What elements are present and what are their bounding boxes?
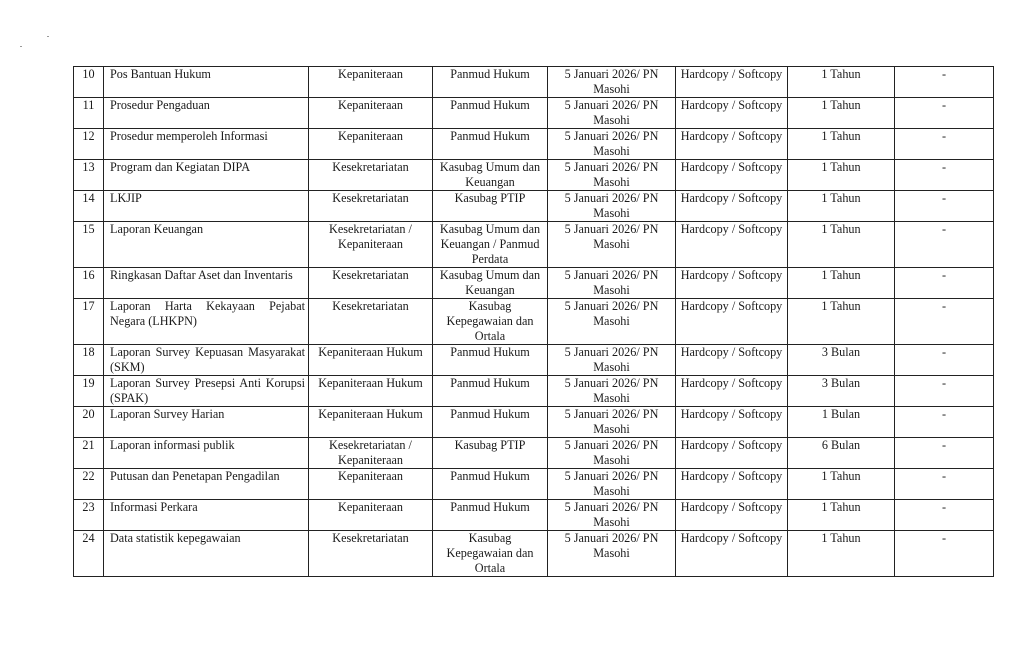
remarks: - bbox=[895, 407, 994, 438]
information-name: Laporan Harta Kekayaan Pejabat Negara (LHKPN) bbox=[104, 299, 309, 345]
remarks: - bbox=[895, 500, 994, 531]
table-row bbox=[74, 407, 994, 438]
remarks: - bbox=[895, 299, 994, 345]
information-format: Hardcopy / Softcopy bbox=[676, 531, 788, 577]
row-number: 10 bbox=[74, 67, 104, 98]
person-in-charge: Kasubag PTIP bbox=[433, 191, 548, 222]
information-name: Ringkasan Daftar Aset dan Inventaris bbox=[104, 268, 309, 299]
remarks: - bbox=[895, 67, 994, 98]
responsible-unit: Kesekretariatan bbox=[309, 299, 433, 345]
person-in-charge: Kasubag Umum dan Keuangan / Panmud Perdata bbox=[433, 222, 548, 268]
responsible-unit: Kepaniteraan Hukum bbox=[309, 345, 433, 376]
table-row bbox=[74, 345, 994, 376]
date-and-place: 5 Januari 2026/ PN Masohi bbox=[548, 376, 676, 407]
information-name: Pos Bantuan Hukum bbox=[104, 67, 309, 98]
remarks: - bbox=[895, 129, 994, 160]
person-in-charge: Kasubag Kepegawaian dan Ortala bbox=[433, 299, 548, 345]
person-in-charge: Panmud Hukum bbox=[433, 129, 548, 160]
person-in-charge: Panmud Hukum bbox=[433, 500, 548, 531]
information-list-table bbox=[73, 66, 994, 577]
remarks: - bbox=[895, 268, 994, 299]
date-and-place: 5 Januari 2026/ PN Masohi bbox=[548, 191, 676, 222]
remarks: - bbox=[895, 531, 994, 577]
table-row bbox=[74, 67, 994, 98]
date-and-place: 5 Januari 2026/ PN Masohi bbox=[548, 407, 676, 438]
information-format: Hardcopy / Softcopy bbox=[676, 376, 788, 407]
person-in-charge: Panmud Hukum bbox=[433, 67, 548, 98]
date-and-place: 5 Januari 2026/ PN Masohi bbox=[548, 222, 676, 268]
responsible-unit: Kesekretariatan bbox=[309, 191, 433, 222]
row-number: 22 bbox=[74, 469, 104, 500]
remarks: - bbox=[895, 376, 994, 407]
table-row bbox=[74, 268, 994, 299]
table-row bbox=[74, 469, 994, 500]
person-in-charge: Kasubag Umum dan Keuangan bbox=[433, 268, 548, 299]
remarks: - bbox=[895, 191, 994, 222]
table-row bbox=[74, 531, 994, 577]
date-and-place: 5 Januari 2026/ PN Masohi bbox=[548, 438, 676, 469]
responsible-unit: Kesekretariatan / Kepaniteraan bbox=[309, 222, 433, 268]
information-name: Informasi Perkara bbox=[104, 500, 309, 531]
row-number: 18 bbox=[74, 345, 104, 376]
table-row bbox=[74, 129, 994, 160]
information-name: Putusan dan Penetapan Pengadilan bbox=[104, 469, 309, 500]
information-name: Laporan Survey Harian bbox=[104, 407, 309, 438]
retention-period: 1 Tahun bbox=[788, 67, 895, 98]
responsible-unit: Kepaniteraan Hukum bbox=[309, 376, 433, 407]
retention-period: 3 Bulan bbox=[788, 345, 895, 376]
information-name: Data statistik kepegawaian bbox=[104, 531, 309, 577]
remarks: - bbox=[895, 438, 994, 469]
retention-period: 1 Tahun bbox=[788, 500, 895, 531]
information-name: Laporan informasi publik bbox=[104, 438, 309, 469]
responsible-unit: Kesekretariatan bbox=[309, 531, 433, 577]
information-format: Hardcopy / Softcopy bbox=[676, 160, 788, 191]
information-format: Hardcopy / Softcopy bbox=[676, 191, 788, 222]
information-format: Hardcopy / Softcopy bbox=[676, 67, 788, 98]
information-name: Prosedur memperoleh Informasi bbox=[104, 129, 309, 160]
scan-speck bbox=[20, 46, 22, 47]
information-format: Hardcopy / Softcopy bbox=[676, 98, 788, 129]
date-and-place: 5 Januari 2026/ PN Masohi bbox=[548, 469, 676, 500]
scan-speck bbox=[47, 36, 49, 37]
responsible-unit: Kepaniteraan bbox=[309, 500, 433, 531]
information-name: Program dan Kegiatan DIPA bbox=[104, 160, 309, 191]
person-in-charge: Kasubag PTIP bbox=[433, 438, 548, 469]
table-row bbox=[74, 299, 994, 345]
date-and-place: 5 Januari 2026/ PN Masohi bbox=[548, 299, 676, 345]
information-format: Hardcopy / Softcopy bbox=[676, 438, 788, 469]
date-and-place: 5 Januari 2026/ PN Masohi bbox=[548, 98, 676, 129]
row-number: 19 bbox=[74, 376, 104, 407]
person-in-charge: Panmud Hukum bbox=[433, 376, 548, 407]
retention-period: 1 Tahun bbox=[788, 469, 895, 500]
information-name: Laporan Keuangan bbox=[104, 222, 309, 268]
date-and-place: 5 Januari 2026/ PN Masohi bbox=[548, 500, 676, 531]
responsible-unit: Kesekretariatan bbox=[309, 268, 433, 299]
information-format: Hardcopy / Softcopy bbox=[676, 500, 788, 531]
table-row bbox=[74, 438, 994, 469]
row-number: 13 bbox=[74, 160, 104, 191]
row-number: 24 bbox=[74, 531, 104, 577]
retention-period: 1 Tahun bbox=[788, 222, 895, 268]
retention-period: 1 Tahun bbox=[788, 299, 895, 345]
retention-period: 1 Tahun bbox=[788, 191, 895, 222]
table-row bbox=[74, 500, 994, 531]
retention-period: 1 Tahun bbox=[788, 129, 895, 160]
table-row bbox=[74, 160, 994, 191]
row-number: 16 bbox=[74, 268, 104, 299]
information-format: Hardcopy / Softcopy bbox=[676, 407, 788, 438]
responsible-unit: Kepaniteraan bbox=[309, 129, 433, 160]
person-in-charge: Panmud Hukum bbox=[433, 345, 548, 376]
remarks: - bbox=[895, 469, 994, 500]
remarks: - bbox=[895, 98, 994, 129]
retention-period: 1 Tahun bbox=[788, 531, 895, 577]
information-name: LKJIP bbox=[104, 191, 309, 222]
remarks: - bbox=[895, 222, 994, 268]
retention-period: 1 Tahun bbox=[788, 268, 895, 299]
table-row bbox=[74, 191, 994, 222]
information-format: Hardcopy / Softcopy bbox=[676, 222, 788, 268]
table-row bbox=[74, 376, 994, 407]
information-format: Hardcopy / Softcopy bbox=[676, 129, 788, 160]
row-number: 17 bbox=[74, 299, 104, 345]
information-name: Prosedur Pengaduan bbox=[104, 98, 309, 129]
person-in-charge: Panmud Hukum bbox=[433, 469, 548, 500]
person-in-charge: Kasubag Kepegawaian dan Ortala bbox=[433, 531, 548, 577]
row-number: 20 bbox=[74, 407, 104, 438]
person-in-charge: Panmud Hukum bbox=[433, 407, 548, 438]
row-number: 23 bbox=[74, 500, 104, 531]
information-format: Hardcopy / Softcopy bbox=[676, 268, 788, 299]
date-and-place: 5 Januari 2026/ PN Masohi bbox=[548, 531, 676, 577]
retention-period: 1 Tahun bbox=[788, 160, 895, 191]
table-body bbox=[74, 67, 994, 577]
person-in-charge: Kasubag Umum dan Keuangan bbox=[433, 160, 548, 191]
information-format: Hardcopy / Softcopy bbox=[676, 469, 788, 500]
information-name: Laporan Survey Presepsi Anti Korupsi (SPAK) bbox=[104, 376, 309, 407]
table-row bbox=[74, 98, 994, 129]
responsible-unit: Kepaniteraan bbox=[309, 98, 433, 129]
date-and-place: 5 Januari 2026/ PN Masohi bbox=[548, 129, 676, 160]
remarks: - bbox=[895, 160, 994, 191]
date-and-place: 5 Januari 2026/ PN Masohi bbox=[548, 160, 676, 191]
responsible-unit: Kesekretariatan / Kepaniteraan bbox=[309, 438, 433, 469]
responsible-unit: Kepaniteraan bbox=[309, 67, 433, 98]
row-number: 12 bbox=[74, 129, 104, 160]
responsible-unit: Kepaniteraan Hukum bbox=[309, 407, 433, 438]
table-row bbox=[74, 222, 994, 268]
information-format: Hardcopy / Softcopy bbox=[676, 299, 788, 345]
row-number: 21 bbox=[74, 438, 104, 469]
retention-period: 3 Bulan bbox=[788, 376, 895, 407]
person-in-charge: Panmud Hukum bbox=[433, 98, 548, 129]
retention-period: 1 Tahun bbox=[788, 98, 895, 129]
date-and-place: 5 Januari 2026/ PN Masohi bbox=[548, 268, 676, 299]
remarks: - bbox=[895, 345, 994, 376]
date-and-place: 5 Januari 2026/ PN Masohi bbox=[548, 345, 676, 376]
row-number: 15 bbox=[74, 222, 104, 268]
information-format: Hardcopy / Softcopy bbox=[676, 345, 788, 376]
row-number: 14 bbox=[74, 191, 104, 222]
information-name: Laporan Survey Kepuasan Masyarakat (SKM) bbox=[104, 345, 309, 376]
row-number: 11 bbox=[74, 98, 104, 129]
retention-period: 1 Bulan bbox=[788, 407, 895, 438]
responsible-unit: Kepaniteraan bbox=[309, 469, 433, 500]
retention-period: 6 Bulan bbox=[788, 438, 895, 469]
date-and-place: 5 Januari 2026/ PN Masohi bbox=[548, 67, 676, 98]
responsible-unit: Kesekretariatan bbox=[309, 160, 433, 191]
